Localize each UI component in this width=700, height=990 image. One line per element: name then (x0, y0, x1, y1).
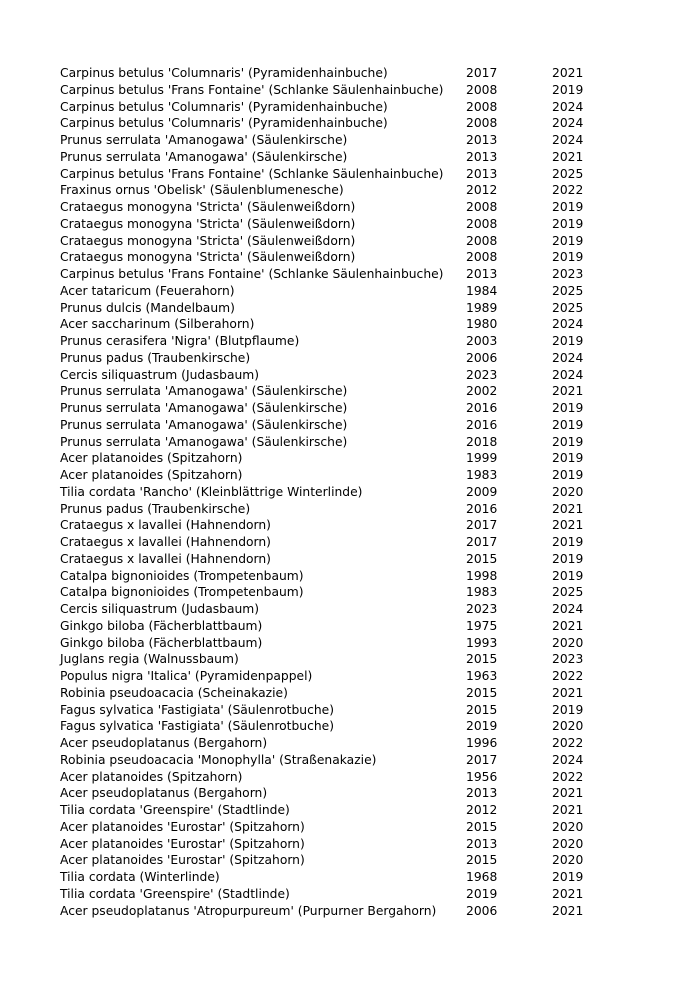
tree-name-cell: Prunus serrulata 'Amanogawa' (Säulenkirsche) (60, 434, 348, 449)
year-planted-cell: 2017 (466, 518, 498, 533)
tree-name-cell: Fagus sylvatica 'Fastigiata' (Säulenrotbuche) (60, 702, 335, 717)
tree-name-cell: Catalpa bignonioides (Trompetenbaum) (60, 568, 304, 583)
year-recorded-cell: 2025 (552, 585, 584, 600)
table-row (60, 718, 612, 735)
year-recorded-cell: 2021 (552, 149, 584, 164)
year-planted-cell: 2003 (466, 334, 498, 348)
tree-name-cell: Carpinus betulus 'Frans Fontaine' (Schlanke Säulenhainbuche) (60, 166, 444, 181)
table-row (60, 702, 612, 719)
year-planted-cell: 1984 (466, 283, 498, 298)
year-planted-cell: 2013 (466, 133, 498, 147)
table-row (60, 367, 612, 384)
tree-name-cell: Crataegus monogyna 'Stricta' (Säulenweißdorn) (60, 250, 356, 265)
year-recorded-cell: 2020 (552, 836, 584, 851)
year-recorded-cell: 2019 (552, 233, 584, 248)
year-recorded-cell: 2024 (552, 752, 584, 767)
tree-name-cell: Acer tataricum (Feuerahorn) (60, 283, 235, 298)
tree-name-cell: Crataegus monogyna 'Stricta' (Säulenweißdorn) (60, 200, 356, 214)
table-row (60, 551, 612, 568)
year-recorded-cell: 2021 (552, 518, 584, 533)
year-recorded-cell: 2022 (552, 183, 584, 198)
year-planted-cell: 2013 (466, 267, 498, 281)
year-planted-cell: 2009 (466, 484, 498, 499)
year-planted-cell: 2012 (466, 803, 498, 817)
year-planted-cell: 2015 (466, 702, 498, 717)
year-planted-cell: 2008 (466, 200, 498, 214)
table-row (60, 82, 612, 99)
year-planted-cell: 2013 (466, 786, 498, 801)
tree-name-cell: Prunus dulcis (Mandelbaum) (60, 300, 235, 315)
table-row (60, 836, 612, 853)
tree-name-cell: Tilia cordata 'Greenspire' (Stadtlinde) (60, 803, 290, 817)
tree-name-cell: Prunus serrulata 'Amanogawa' (Säulenkirsche) (60, 417, 348, 432)
table-row (60, 601, 612, 618)
table-row (60, 484, 612, 501)
tree-name-cell: Prunus serrulata 'Amanogawa' (Säulenkirsche) (60, 133, 348, 147)
tree-name-cell: Prunus serrulata 'Amanogawa' (Säulenkirsche) (60, 149, 348, 164)
year-recorded-cell: 2021 (552, 886, 584, 901)
year-recorded-cell: 2019 (552, 334, 584, 348)
year-recorded-cell: 2024 (552, 317, 584, 332)
tree-name-cell: Crataegus x lavallei (Hahnendorn) (60, 535, 271, 549)
year-recorded-cell: 2024 (552, 367, 584, 382)
table-row (60, 383, 612, 400)
year-recorded-cell: 2023 (552, 652, 584, 667)
year-planted-cell: 1968 (466, 870, 498, 884)
year-planted-cell: 1993 (466, 635, 498, 650)
tree-name-cell: Acer platanoides 'Eurostar' (Spitzahorn) (60, 836, 305, 851)
table-row (60, 852, 612, 869)
table-row (60, 300, 612, 317)
tree-name-cell: Carpinus betulus 'Columnaris' (Pyramidenhainbuche) (60, 66, 388, 80)
table-row (60, 886, 612, 903)
tree-name-cell: Crataegus x lavallei (Hahnendorn) (60, 551, 271, 566)
table-row (60, 233, 612, 250)
year-recorded-cell: 2019 (552, 417, 584, 432)
table-row (60, 785, 612, 802)
tree-name-cell: Crataegus monogyna 'Stricta' (Säulenweißdorn) (60, 233, 356, 248)
table-row (60, 802, 612, 819)
year-recorded-cell: 2019 (552, 702, 584, 717)
year-planted-cell: 2002 (466, 384, 498, 399)
table-row (60, 568, 612, 585)
year-recorded-cell: 2019 (552, 216, 584, 231)
table-row (60, 903, 612, 920)
tree-name-cell: Acer platanoides 'Eurostar' (Spitzahorn) (60, 853, 305, 868)
year-planted-cell: 2012 (466, 183, 498, 198)
tree-name-cell: Crataegus x lavallei (Hahnendorn) (60, 518, 271, 533)
table-row (60, 283, 612, 300)
tree-name-cell: Acer pseudoplatanus 'Atropurpureum' (Purpurner Bergahorn) (60, 903, 437, 918)
table-row (60, 517, 612, 534)
year-recorded-cell: 2022 (552, 669, 584, 683)
tree-name-cell: Acer platanoides (Spitzahorn) (60, 769, 243, 784)
year-recorded-cell: 2020 (552, 819, 584, 834)
year-recorded-cell: 2020 (552, 719, 584, 734)
year-recorded-cell: 2019 (552, 468, 584, 482)
table-row (60, 199, 612, 216)
table-row (60, 216, 612, 233)
tree-name-cell: Fraxinus ornus 'Obelisk' (Säulenblumenesche) (60, 183, 344, 198)
year-recorded-cell: 2021 (552, 903, 584, 918)
year-recorded-cell: 2023 (552, 267, 584, 281)
table-row (60, 635, 612, 652)
table-row (60, 65, 612, 82)
year-planted-cell: 2008 (466, 250, 498, 265)
year-recorded-cell: 2019 (552, 568, 584, 583)
year-recorded-cell: 2019 (552, 82, 584, 97)
table-row (60, 450, 612, 467)
table-row (60, 333, 612, 350)
year-recorded-cell: 2021 (552, 803, 584, 817)
year-planted-cell: 2016 (466, 417, 498, 432)
year-planted-cell: 2016 (466, 401, 498, 415)
year-planted-cell: 2008 (466, 216, 498, 231)
tree-name-cell: Robinia pseudoacacia 'Monophylla' (Straßenakazie) (60, 752, 377, 767)
year-recorded-cell: 2019 (552, 250, 584, 265)
year-recorded-cell: 2021 (552, 618, 584, 633)
tree-name-cell: Acer pseudoplatanus (Bergahorn) (60, 786, 268, 801)
table-row (60, 182, 612, 199)
table-row (60, 752, 612, 769)
year-recorded-cell: 2021 (552, 66, 584, 80)
tree-name-cell: Carpinus betulus 'Frans Fontaine' (Schlanke Säulenhainbuche) (60, 82, 444, 97)
table-row (60, 417, 612, 434)
tree-name-cell: Cercis siliquastrum (Judasbaum) (60, 367, 260, 382)
table-row (60, 316, 612, 333)
table-row (60, 115, 612, 132)
year-planted-cell: 2023 (466, 602, 498, 616)
year-recorded-cell: 2025 (552, 283, 584, 298)
table-row (60, 166, 612, 183)
tree-name-cell: Acer platanoides (Spitzahorn) (60, 451, 243, 466)
tree-name-cell: Prunus cerasifera 'Nigra' (Blutpflaume) (60, 334, 300, 348)
year-planted-cell: 1983 (466, 468, 498, 482)
year-planted-cell: 1998 (466, 568, 498, 583)
tree-name-cell: Populus nigra 'Italica' (Pyramidenpappel) (60, 669, 313, 683)
year-planted-cell: 1996 (466, 736, 498, 750)
year-planted-cell: 2017 (466, 535, 498, 549)
year-recorded-cell: 2024 (552, 99, 584, 114)
year-recorded-cell: 2024 (552, 116, 584, 131)
table-row (60, 618, 612, 635)
year-recorded-cell: 2019 (552, 200, 584, 214)
table-row (60, 869, 612, 886)
year-recorded-cell: 2024 (552, 602, 584, 616)
year-recorded-cell: 2020 (552, 635, 584, 650)
year-recorded-cell: 2025 (552, 166, 584, 181)
year-planted-cell: 2019 (466, 719, 498, 734)
year-planted-cell: 2013 (466, 149, 498, 164)
year-planted-cell: 2017 (466, 66, 498, 80)
tree-name-cell: Crataegus monogyna 'Stricta' (Säulenweißdorn) (60, 216, 356, 231)
year-planted-cell: 1963 (466, 669, 498, 683)
tree-name-cell: Juglans regia (Walnussbaum) (60, 652, 239, 667)
year-planted-cell: 2013 (466, 836, 498, 851)
tree-name-cell: Carpinus betulus 'Columnaris' (Pyramidenhainbuche) (60, 99, 388, 114)
table-row (60, 651, 612, 668)
tree-name-cell: Acer platanoides 'Eurostar' (Spitzahorn) (60, 819, 305, 834)
year-recorded-cell: 2019 (552, 451, 584, 466)
table-row (60, 434, 612, 451)
year-recorded-cell: 2019 (552, 535, 584, 549)
table-row (60, 266, 612, 283)
table-row (60, 769, 612, 786)
year-recorded-cell: 2019 (552, 551, 584, 566)
tree-name-cell: Prunus padus (Traubenkirsche) (60, 501, 251, 516)
year-planted-cell: 2015 (466, 819, 498, 834)
table-row (60, 467, 612, 484)
table-row (60, 584, 612, 601)
year-recorded-cell: 2025 (552, 300, 584, 315)
table-row (60, 501, 612, 518)
table-row (60, 685, 612, 702)
year-planted-cell: 2008 (466, 82, 498, 97)
year-recorded-cell: 2021 (552, 384, 584, 399)
year-recorded-cell: 2024 (552, 350, 584, 365)
tree-name-cell: Tilia cordata (Winterlinde) (60, 870, 220, 884)
tree-name-cell: Tilia cordata 'Rancho' (Kleinblättrige Winterlinde) (60, 484, 363, 499)
tree-name-cell: Cercis siliquastrum (Judasbaum) (60, 602, 260, 616)
year-recorded-cell: 2019 (552, 401, 584, 415)
table-row (60, 534, 612, 551)
year-planted-cell: 2008 (466, 99, 498, 114)
year-planted-cell: 2013 (466, 166, 498, 181)
tree-name-cell: Tilia cordata 'Greenspire' (Stadtlinde) (60, 886, 290, 901)
year-recorded-cell: 2021 (552, 786, 584, 801)
year-planted-cell: 2016 (466, 501, 498, 516)
year-recorded-cell: 2022 (552, 769, 584, 784)
tree-name-cell: Prunus serrulata 'Amanogawa' (Säulenkirsche) (60, 384, 348, 399)
table-row (60, 350, 612, 367)
tree-name-cell: Robinia pseudoacacia (Scheinakazie) (60, 685, 288, 700)
table-row (60, 819, 612, 836)
year-planted-cell: 1989 (466, 300, 498, 315)
tree-name-cell: Acer pseudoplatanus (Bergahorn) (60, 736, 268, 750)
year-planted-cell: 2015 (466, 853, 498, 868)
tree-rows (60, 65, 612, 919)
year-planted-cell: 2019 (466, 886, 498, 901)
year-planted-cell: 2008 (466, 233, 498, 248)
table-row (60, 400, 612, 417)
table-row (60, 668, 612, 685)
year-planted-cell: 1980 (466, 317, 498, 332)
year-recorded-cell: 2020 (552, 853, 584, 868)
year-planted-cell: 1999 (466, 451, 498, 466)
year-planted-cell: 2006 (466, 350, 498, 365)
year-planted-cell: 2023 (466, 367, 498, 382)
tree-name-cell: Carpinus betulus 'Frans Fontaine' (Schlanke Säulenhainbuche) (60, 267, 444, 281)
tree-name-cell: Carpinus betulus 'Columnaris' (Pyramidenhainbuche) (60, 116, 388, 131)
tree-name-cell: Catalpa bignonioides (Trompetenbaum) (60, 585, 304, 600)
tree-name-cell: Acer platanoides (Spitzahorn) (60, 468, 243, 482)
year-planted-cell: 2006 (466, 903, 498, 918)
table-row (60, 132, 612, 149)
tree-name-cell: Fagus sylvatica 'Fastigiata' (Säulenrotbuche) (60, 719, 335, 734)
year-recorded-cell: 2020 (552, 484, 584, 499)
year-planted-cell: 2008 (466, 116, 498, 131)
year-recorded-cell: 2024 (552, 133, 584, 147)
tree-name-cell: Acer saccharinum (Silberahorn) (60, 317, 255, 332)
year-planted-cell: 2017 (466, 752, 498, 767)
year-planted-cell: 1983 (466, 585, 498, 600)
year-planted-cell: 1975 (466, 618, 498, 633)
year-recorded-cell: 2022 (552, 736, 584, 750)
table-row (60, 149, 612, 166)
tree-table (60, 65, 612, 919)
year-planted-cell: 2015 (466, 685, 498, 700)
tree-name-cell: Ginkgo biloba (Fächerblattbaum) (60, 618, 263, 633)
year-recorded-cell: 2021 (552, 501, 584, 516)
year-planted-cell: 2018 (466, 434, 498, 449)
table-row (60, 249, 612, 266)
year-planted-cell: 2015 (466, 652, 498, 667)
year-recorded-cell: 2021 (552, 685, 584, 700)
year-planted-cell: 1956 (466, 769, 498, 784)
year-planted-cell: 2015 (466, 551, 498, 566)
year-recorded-cell: 2019 (552, 434, 584, 449)
tree-name-cell: Prunus padus (Traubenkirsche) (60, 350, 251, 365)
tree-name-cell: Prunus serrulata 'Amanogawa' (Säulenkirsche) (60, 401, 348, 415)
tree-name-cell: Ginkgo biloba (Fächerblattbaum) (60, 635, 263, 650)
year-recorded-cell: 2019 (552, 870, 584, 884)
table-row (60, 99, 612, 116)
table-row (60, 735, 612, 752)
